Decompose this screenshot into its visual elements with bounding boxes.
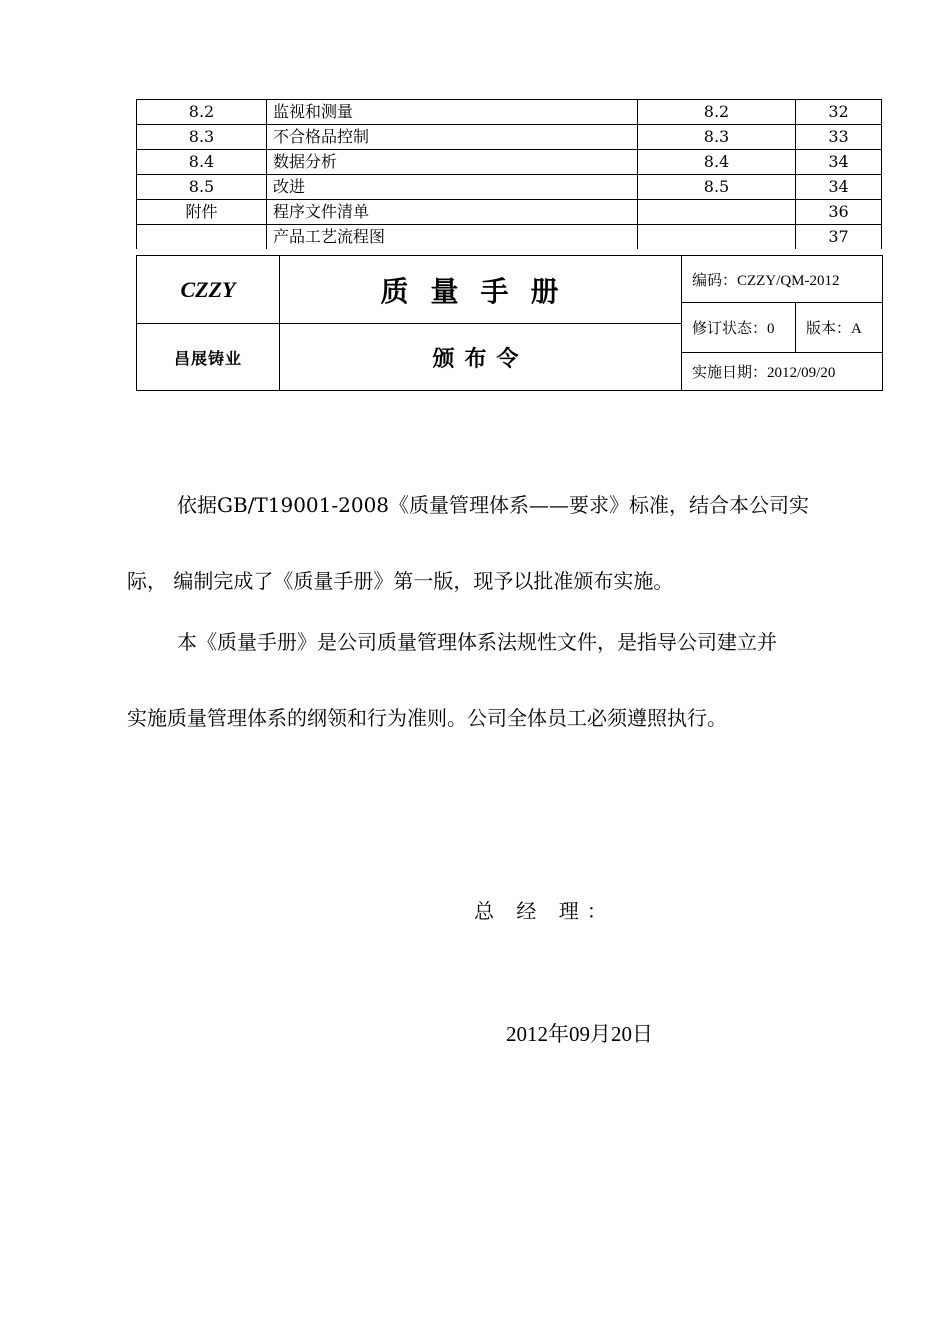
toc-section-number: 附件 [137, 200, 267, 225]
paragraph-2-line-1: 本《质量手册》是公司质量管理体系法规性文件，是指导公司建立并 [177, 630, 777, 654]
toc-clause-ref: 8.4 [638, 150, 796, 175]
toc-page-number: 34 [796, 175, 882, 200]
toc-page-number: 37 [796, 225, 882, 250]
toc-row [137, 150, 882, 175]
paragraph-2-line-2: 实施质量管理体系的纲领和行为准则。公司全体员工必须遵照执行。 [127, 706, 727, 730]
company-name: 昌展铸业 [173, 348, 242, 368]
document-header-block [136, 255, 883, 391]
toc-section-title: 程序文件清单 [267, 200, 638, 225]
toc-section-title: 改进 [267, 175, 638, 200]
toc-clause-ref: 8.3 [638, 125, 796, 150]
toc-section-title: 不合格品控制 [267, 125, 638, 150]
toc-clause-ref [638, 225, 796, 250]
toc-section-number: 8.5 [137, 175, 267, 200]
toc-row [137, 125, 882, 150]
toc-page-number: 32 [796, 100, 882, 125]
toc-section-title: 产品工艺流程图 [267, 225, 638, 250]
toc-clause-ref: 8.5 [638, 175, 796, 200]
toc-table [136, 99, 882, 249]
toc-row [137, 175, 882, 200]
document-title: 质量手册 [380, 274, 581, 308]
document-subtitle: 颁布令 [432, 346, 529, 372]
toc-section-title: 数据分析 [267, 150, 638, 175]
toc-row [137, 225, 882, 250]
toc-section-number: 8.4 [137, 150, 267, 175]
revision-status: 修订状态：0 [692, 320, 775, 337]
toc-row [137, 200, 882, 225]
paragraph-1-line-1: 依据GB/T19001-2008《质量管理体系——要求》标准，结合本公司实 [177, 493, 810, 517]
toc-row [137, 100, 882, 125]
document-code: 编码：CZZY/QM-2012 [692, 272, 840, 289]
general-manager-signature-label: 总 经 理： [474, 899, 615, 923]
effective-date: 实施日期：2012/09/20 [692, 365, 836, 381]
toc-clause-ref: 8.2 [638, 100, 796, 125]
toc-section-title: 监视和测量 [267, 100, 638, 125]
brand-code: CZZY [180, 276, 236, 302]
toc-page-number: 36 [796, 200, 882, 225]
paragraph-1-line-2: 际， 编制完成了《质量手册》第一版，现予以批准颁布实施。 [127, 569, 674, 593]
toc-section-number: 8.3 [137, 125, 267, 150]
version-label: 版本：A [806, 320, 862, 337]
toc-section-number: 8.2 [137, 100, 267, 125]
toc-clause-ref [638, 200, 796, 225]
toc-section-number [137, 225, 267, 250]
signature-date: 2012年09月20日 [506, 1022, 653, 1046]
toc-page-number: 34 [796, 150, 882, 175]
toc-page-number: 33 [796, 125, 882, 150]
